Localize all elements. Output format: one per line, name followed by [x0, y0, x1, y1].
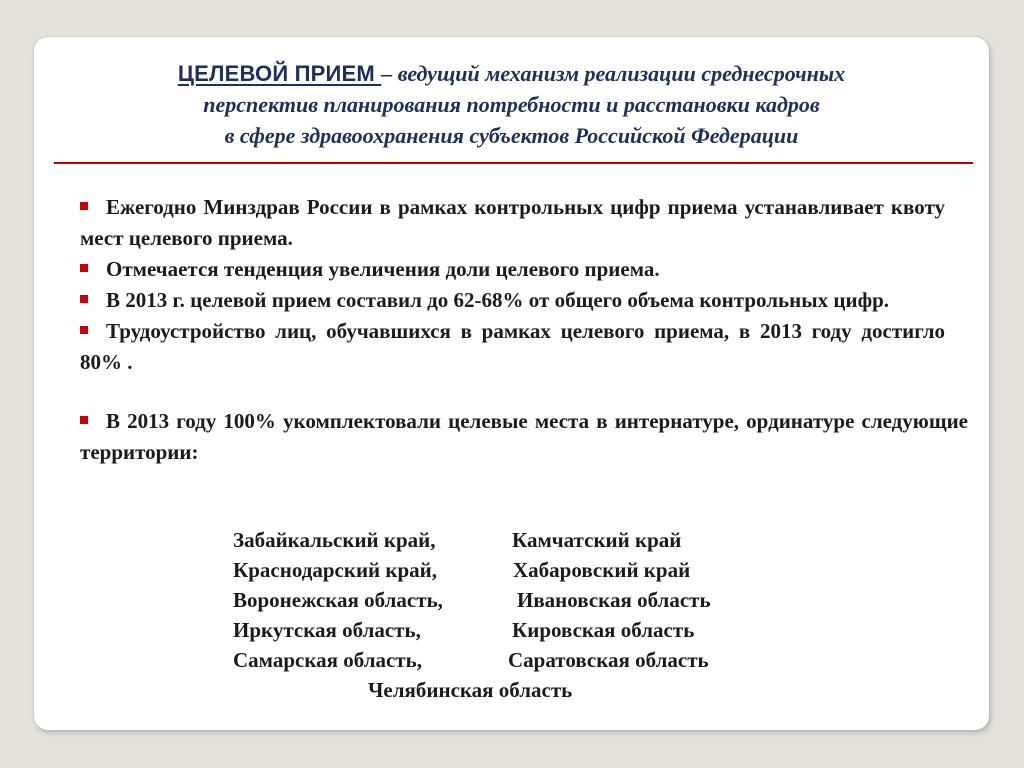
header-line-1 [34, 58, 989, 89]
bullet-item-territories [80, 406, 968, 468]
region-right: Камчатский край [512, 528, 682, 552]
bullet-item-share [80, 285, 945, 316]
bullet-text: В 2013 году 100% укомплектовали целевые места в интернатуре, ординатуре следующие территории: [80, 409, 968, 464]
region-row [0, 555, 1024, 585]
region-left: Забайкальский край, [233, 528, 436, 552]
bullet-item-trend [80, 254, 945, 285]
region-right: Кировская область [512, 618, 695, 642]
region-left: Иркутская область, [233, 618, 421, 642]
bullet-text: В 2013 г. целевой прием составил до 62-68% от общего объема контрольных цифр. [106, 288, 890, 312]
region-row [0, 645, 1024, 675]
slide-title: ЦЕЛЕВОЙ ПРИЕМ [177, 61, 382, 86]
bullet-item-quota [80, 192, 945, 254]
bullet-marker-icon [80, 264, 88, 272]
bullet-marker-icon [80, 416, 88, 424]
bullet-marker-icon [80, 295, 88, 303]
region-row-last [0, 675, 1024, 705]
slide-header [34, 58, 989, 151]
header-subtitle-3: в сфере здравоохранения субъектов Российской Федерации [224, 123, 799, 148]
header-subtitle-2: перспектив планирования потребности и расстановки кадров [203, 92, 820, 117]
region-right: Хабаровский край [513, 558, 691, 582]
bullet-text: Отмечается тенденция увеличения доли целевого приема. [106, 257, 660, 281]
bullet-marker-icon [80, 326, 88, 334]
region-right: Саратовская область [508, 648, 709, 672]
bullet-item-employment [80, 316, 945, 378]
region-left: Воронежская область, [233, 588, 443, 612]
regions-list [0, 525, 1024, 705]
header-divider [54, 162, 973, 164]
region-center: Челябинская область [368, 678, 573, 702]
region-left: Краснодарский край, [233, 558, 438, 582]
region-row [0, 525, 1024, 555]
region-row [0, 585, 1024, 615]
spacer [80, 378, 945, 406]
region-left: Самарская область, [233, 648, 422, 672]
region-right: Ивановская область [517, 588, 711, 612]
region-row [0, 615, 1024, 645]
bullet-text: Ежегодно Минздрав России в рамках контрольных цифр приема устанавливает квоту мест целевого приема. [80, 195, 945, 250]
bullet-text: Трудоустройство лиц, обучавшихся в рамках целевого приема, в 2013 году достигло 80% . [80, 319, 945, 374]
header-subtitle-1: – ведущий механизм реализации среднесрочных [381, 61, 846, 86]
bullet-marker-icon [80, 202, 88, 210]
bullet-list [80, 192, 968, 468]
